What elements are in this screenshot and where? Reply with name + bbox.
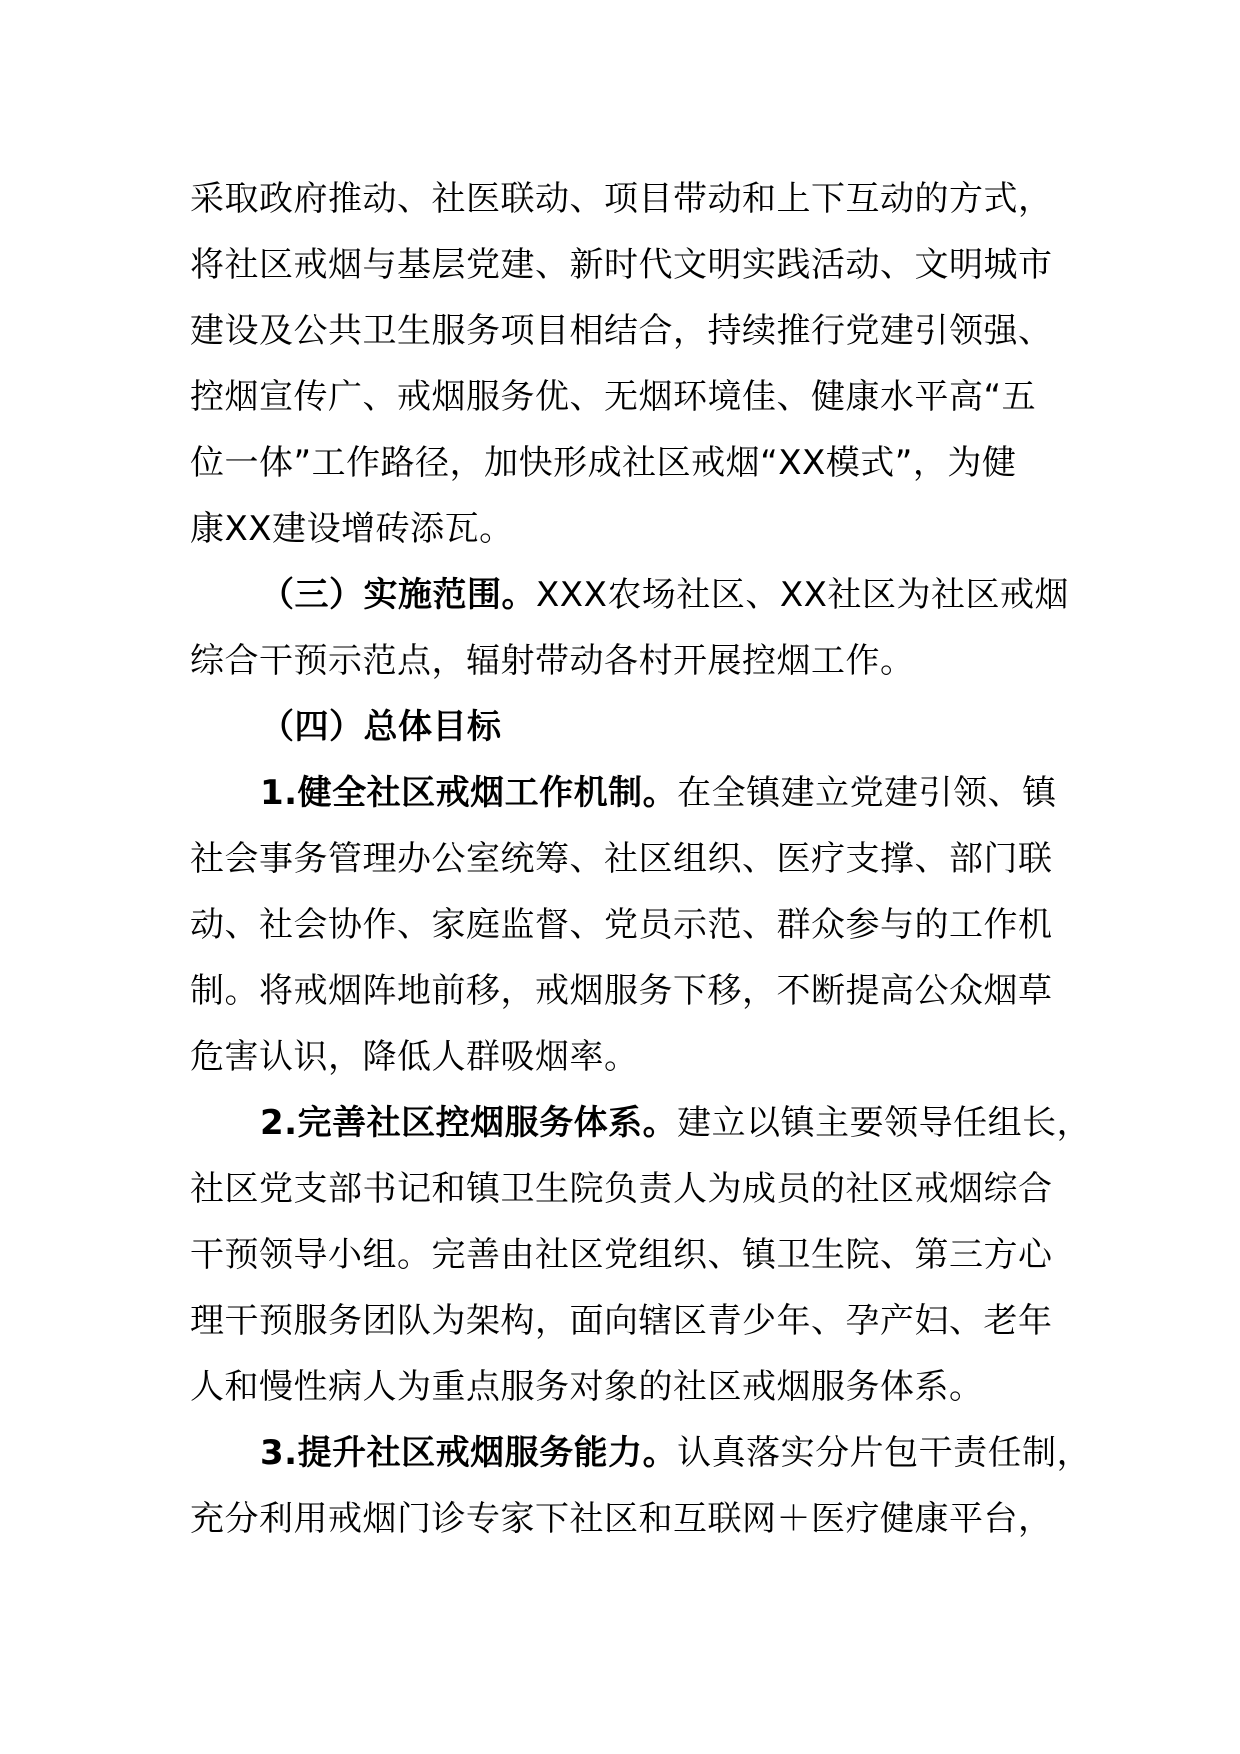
item-heading: 2.完善社区控烟服务体系。 [260,1103,678,1143]
paragraph-line: 人和慢性病人为重点服务对象的社区戒烟服务体系。 [190,1367,984,1407]
paragraph-line: 综合干预示范点，辐射带动各村开展控烟工作。 [190,641,915,681]
item-heading-2: 2.完善社区控烟服务体系。建立以镇主要领导任组长， [260,1103,1092,1143]
section-heading-scope: （三）实施范围。XXX农场社区、XX社区为社区戒烟 [260,575,1069,615]
paragraph-line: 危害认识，降低人群吸烟率。 [190,1037,639,1077]
paragraph-line: 控烟宣传广、戒烟服务优、无烟环境佳、健康水平高“五 [190,377,1037,417]
paragraph-line: 制。将戒烟阵地前移，戒烟服务下移，不断提高公众烟草 [190,971,1053,1011]
paragraph-line: 康XX建设增砖添瓦。 [190,509,514,549]
paragraph-line: 干预领导小组。完善由社区党组织、镇卫生院、第三方心 [190,1235,1053,1275]
item-heading-1: 1.健全社区戒烟工作机制。在全镇建立党建引领、镇 [260,773,1057,813]
paragraph-line: 社区党支部书记和镇卫生院负责人为成员的社区戒烟综合 [190,1169,1053,1209]
item-heading: 1.健全社区戒烟工作机制。 [260,773,678,813]
paragraph-line: 将社区戒烟与基层党建、新时代文明实践活动、文明城市 [190,245,1053,285]
item-heading: 3.提升社区戒烟服务能力。 [260,1433,678,1473]
paragraph-line: 建设及公共卫生服务项目相结合，持续推行党建引领强、 [190,311,1053,351]
section-heading: （四）总体目标 [260,707,502,747]
item-heading-3: 3.提升社区戒烟服务能力。认真落实分片包干责任制， [260,1433,1092,1473]
paragraph-line: 社会事务管理办公室统筹、社区组织、医疗支撑、部门联 [190,839,1053,879]
paragraph-line: 动、社会协作、家庭监督、党员示范、群众参与的工作机 [190,905,1053,945]
section-heading-goals [260,694,1140,760]
section-heading: （三）实施范围。 [260,575,536,615]
paragraph-line: 理干预服务团队为架构，面向辖区青少年、孕产妇、老年 [190,1301,1053,1341]
paragraph-line: 充分利用戒烟门诊专家下社区和互联网＋医疗健康平台， [190,1499,1053,1539]
paragraph-line: 位一体”工作路径，加快形成社区戒烟“XX模式”，为健 [190,443,1017,483]
paragraph-line: 采取政府推动、社医联动、项目带动和上下互动的方式， [190,179,1053,219]
